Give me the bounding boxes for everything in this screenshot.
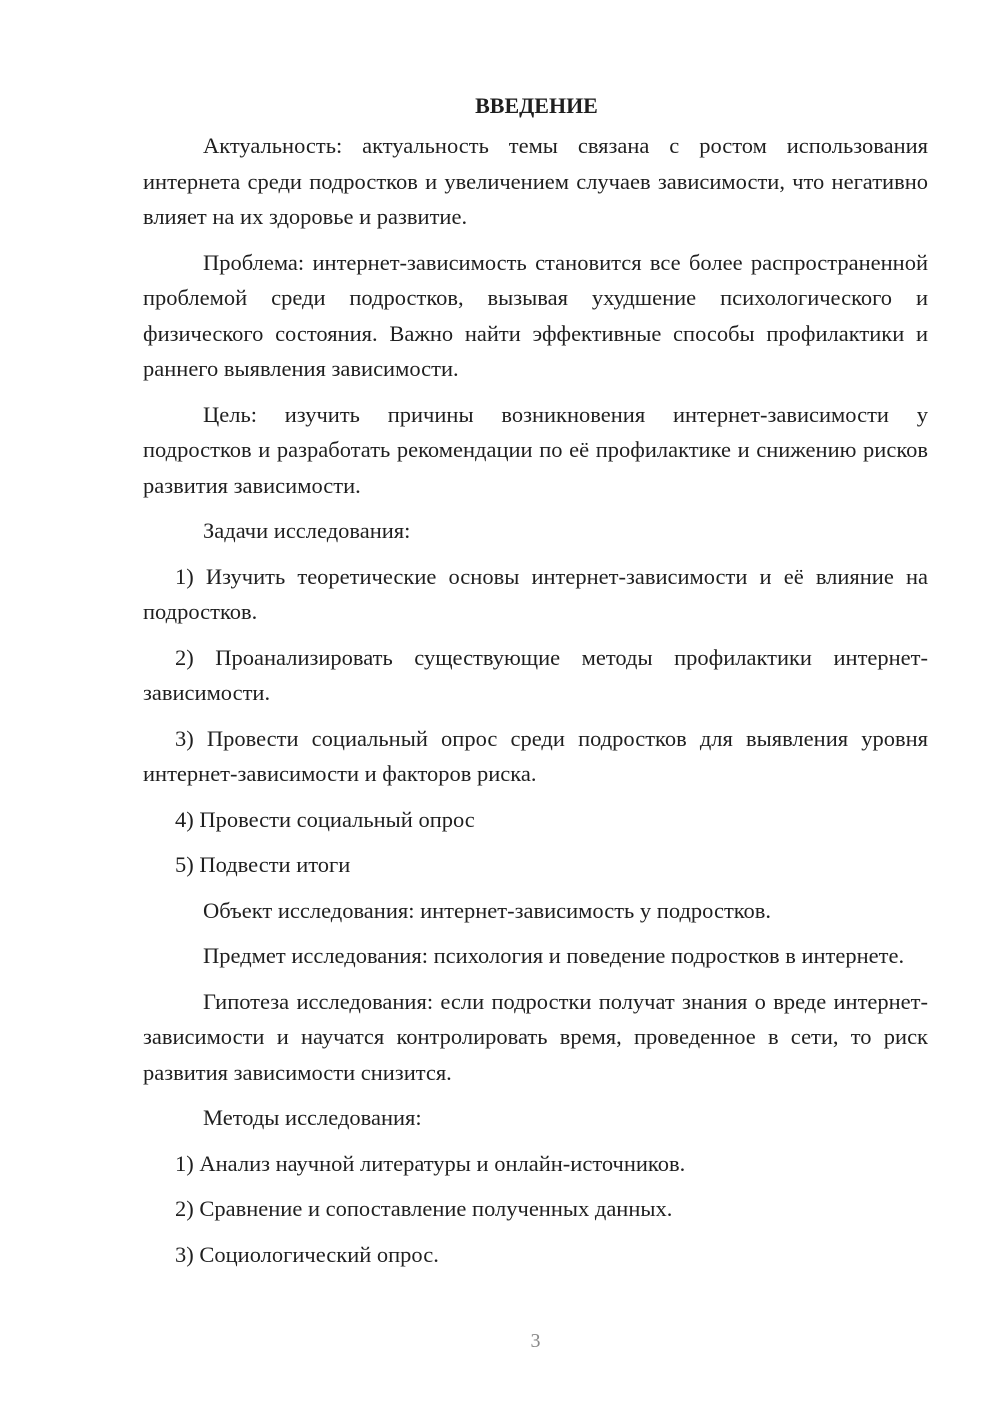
task-item: 1) Изучить теоретические основы интернет-зависимости и её влияние на подростков. — [143, 563, 928, 624]
method-item: 2) Сравнение и сопоставление полученных данных. — [175, 1196, 673, 1221]
page-number: 3 — [530, 1330, 541, 1352]
paragraph-object: Объект исследования: интернет-зависимость у подростков. — [203, 897, 772, 923]
methods-heading: Методы исследования: — [203, 1105, 422, 1130]
page-content — [143, 88, 928, 1282]
paragraph-subject: Предмет исследования: психология и поведение подростков в интернете. — [203, 943, 905, 968]
tasks-heading: Задачи исследования: — [203, 518, 411, 543]
task-item: 4) Провести социальный опрос — [175, 806, 475, 832]
paragraph-goal: Цель: изучить причины возникновения интернет-зависимости у подростков и разработать рекомендации по её профилактике и снижению рисков развития зависимости. — [143, 401, 928, 498]
page-title: ВВЕДЕНИЕ — [475, 93, 598, 118]
method-item: 3) Социологический опрос. — [175, 1241, 439, 1267]
task-item: 2) Проанализировать существующие методы профилактики интернет-зависимости. — [143, 644, 928, 705]
paragraph-relevance: Актуальность: актуальность темы связана с ростом использования интернета среди подростков и увеличением случаев зависимости, что негативно влияет на их здоровье и развитие. — [143, 133, 928, 229]
method-item: 1) Анализ научной литературы и онлайн-источников. — [175, 1150, 686, 1176]
task-item: 3) Провести социальный опрос среди подростков для выявления уровня интернет-зависимости и факторов риска. — [143, 725, 928, 786]
paragraph-hypothesis: Гипотеза исследования: если подростки получат знания о вреде интернет-зависимости и научатся контролировать время, проведенное в сети, то риск развития зависимости снизится. — [143, 988, 928, 1085]
task-item: 5) Подвести итоги — [175, 852, 351, 877]
paragraph-problem: Проблема: интернет-зависимость становится все более распространенной проблемой среди подростков, вызывая ухудшение психологического и физического состояния. Важно найти эффективные способы профилактики и раннего выявления зависимости. — [143, 249, 928, 381]
